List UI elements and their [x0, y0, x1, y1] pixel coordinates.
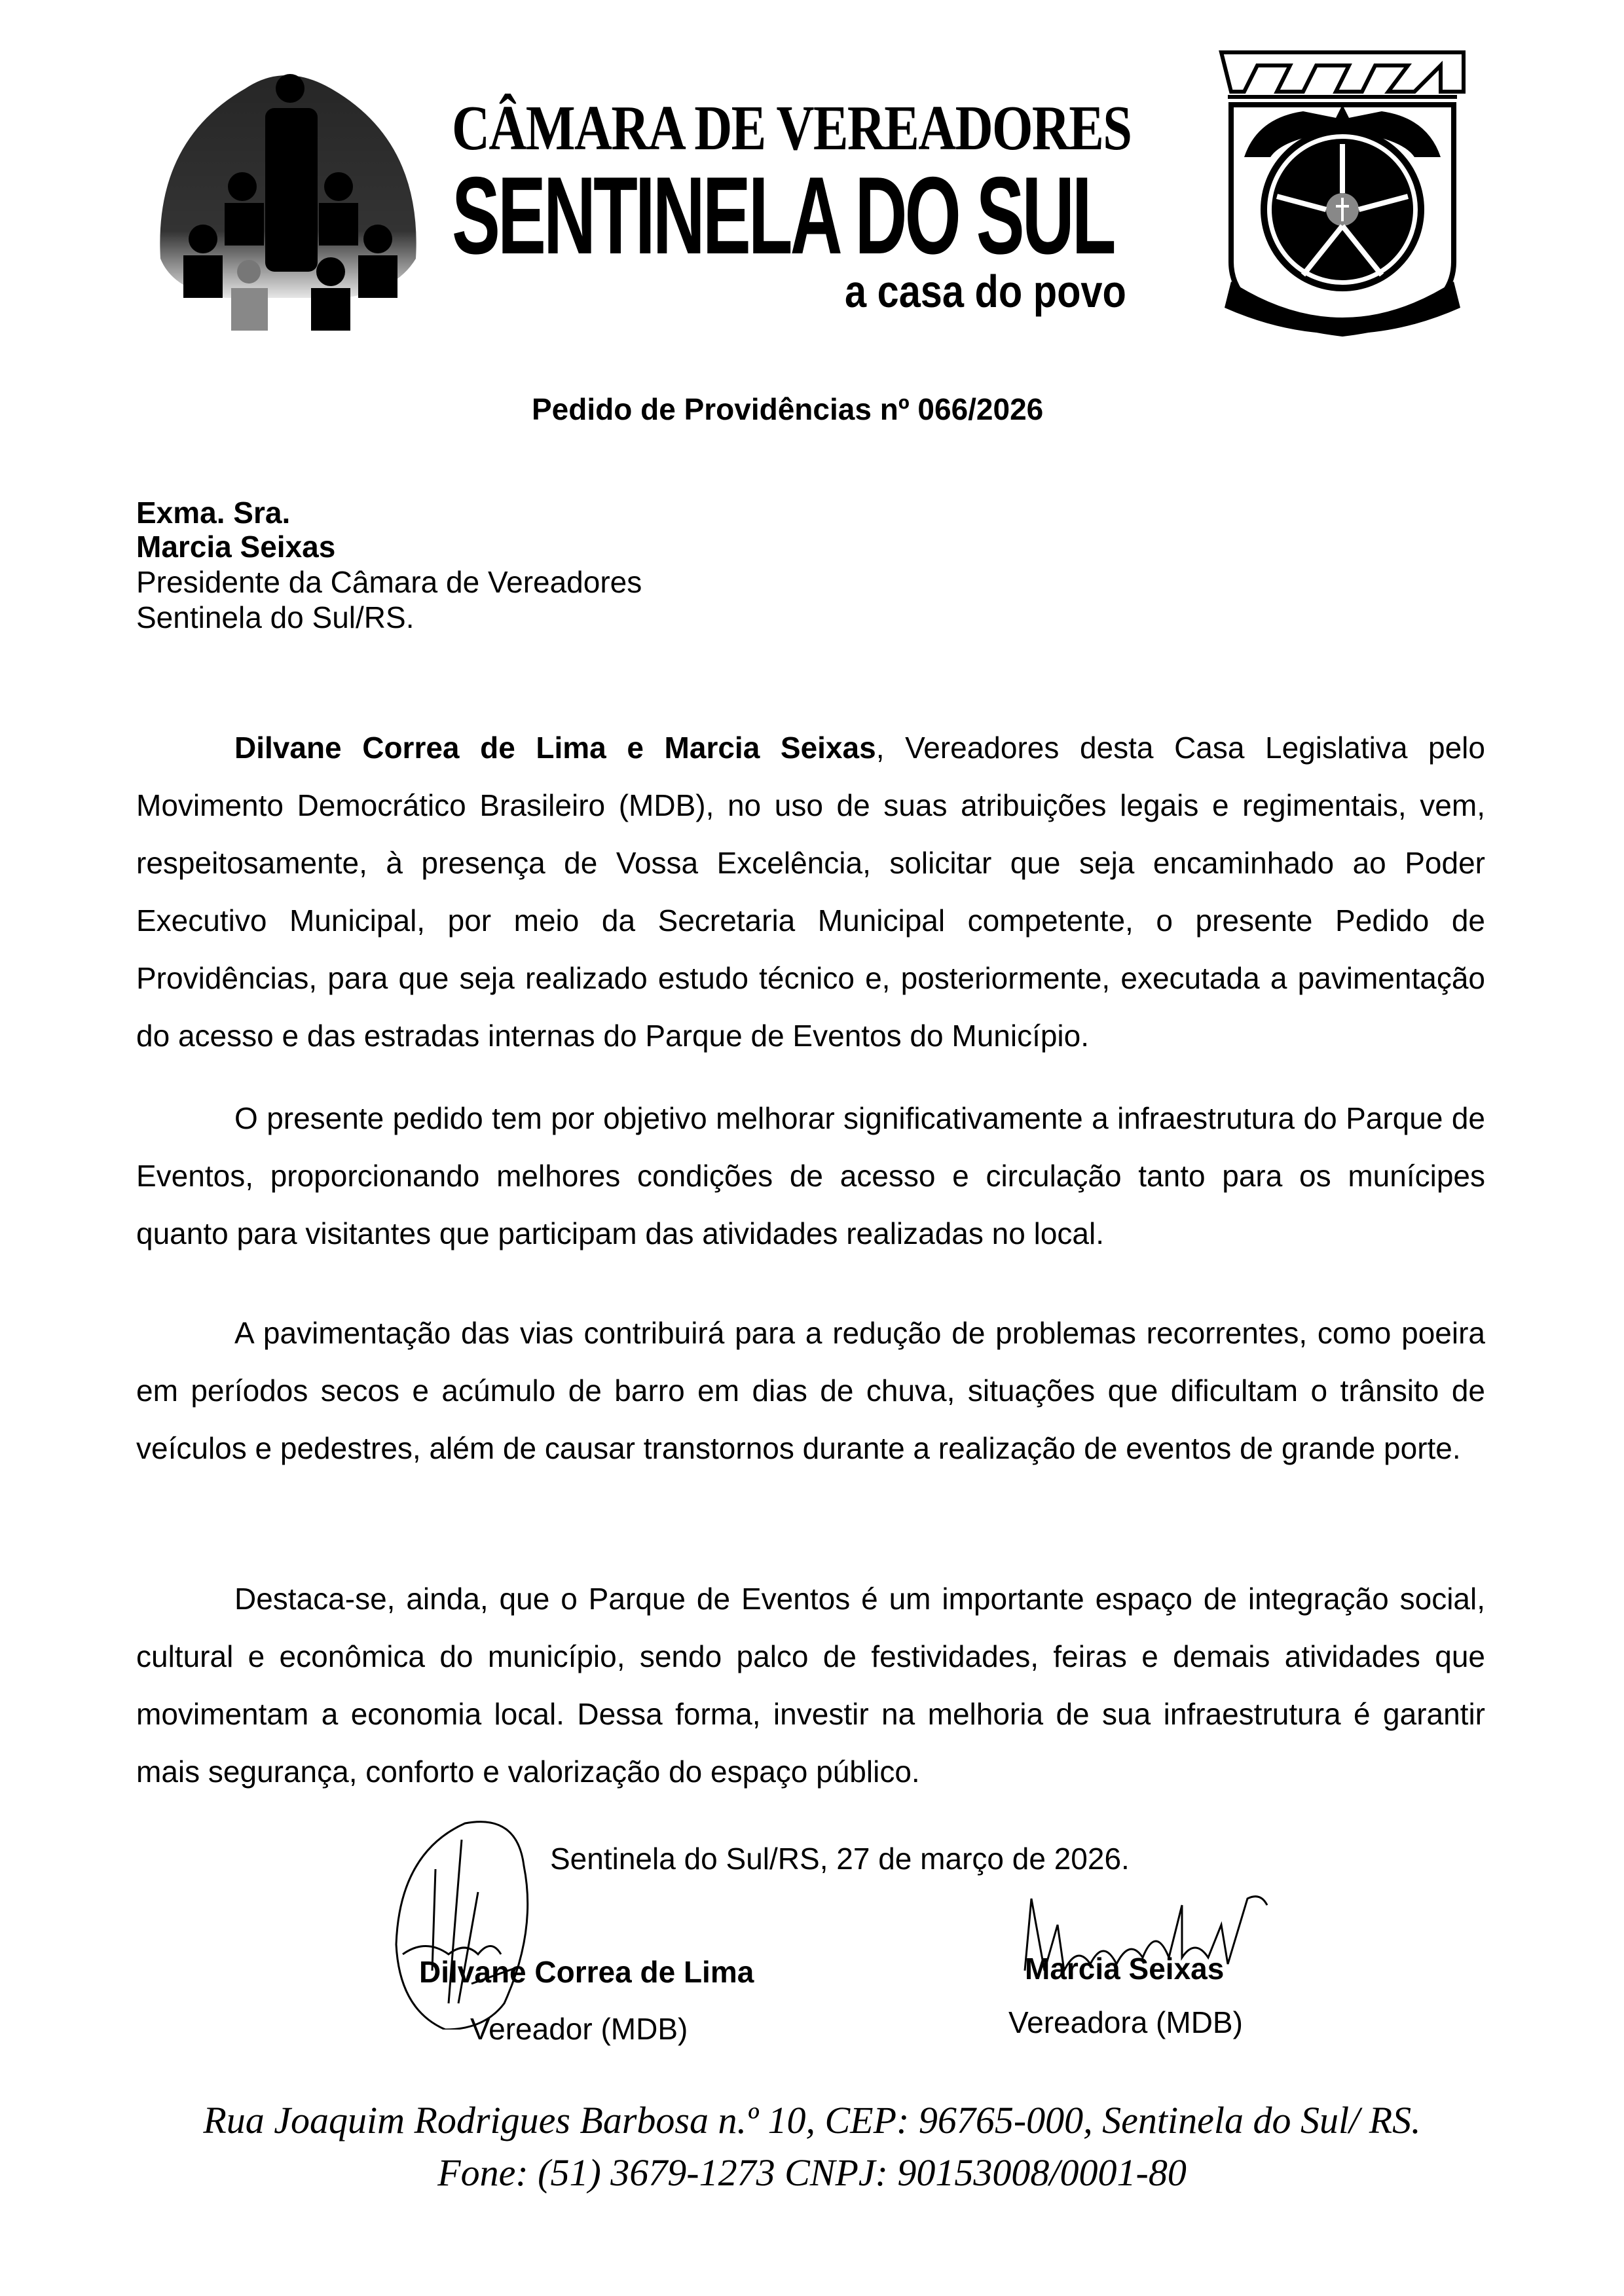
- footer-address: Rua Joaquim Rodrigues Barbosa n.º 10, CEP: 96765-000, Sentinela do Sul/ RS.: [203, 2099, 1421, 2141]
- addressee-place: Sentinela do Sul/RS.: [136, 600, 415, 634]
- paragraph-text: , Vereadores desta Casa Legislativa pelo Movimento Democrático Brasileiro (MDB), no uso de suas atribuições legais e regimentais, vem, respeitosamente, à presença de Vossa Excelência, solicitar que seja encaminhado ao Poder Executivo Municipal, por meio da Secretaria Municipal competente, o presente Pedido de Providências, para que seja realizado estudo técnico e, posteriormente, executada a pavimentação do acesso e das estradas internas do Parque de Eventos do Município.: [136, 731, 1485, 1053]
- body-paragraph-2: [136, 1089, 1485, 1262]
- footer-contact: Fone: (51) 3679-1273 CNPJ: 90153008/0001-80: [437, 2151, 1187, 2194]
- handwritten-signature-dilvane: [386, 1813, 609, 2030]
- paragraph-text: A pavimentação das vias contribuirá para a redução de problemas recorrentes, como poeira em períodos secos e acúmulo de barro em dias de chuva, situações que dificultam o trânsito de veículos e pedestres, além de causar transtornos durante a realização de eventos de grande porte.: [136, 1316, 1485, 1465]
- addressee-role: Presidente da Câmara de Vereadores: [136, 565, 642, 599]
- header-municipality-name: SENTINELA DO SUL: [452, 154, 1114, 277]
- signature-name-marcia: Marcia Seixas: [1025, 1952, 1225, 1986]
- body-paragraph-4: [136, 1570, 1485, 1800]
- addressee-name: Marcia Seixas: [136, 530, 336, 564]
- signature-role-dilvane: Vereador (MDB): [470, 2012, 688, 2046]
- people-assembly-logo: [147, 62, 422, 337]
- body-paragraph-3: [136, 1304, 1485, 1477]
- paragraph-text: Destaca-se, ainda, que o Parque de Eventos é um importante espaço de integração social, cultural e econômica do município, sendo palco de festividades, feiras e demais atividades que movimentam a economia local. Dessa forma, investir na melhoria de sua infraestrutura é garantir mais segurança, conforto e valorização do espaço público.: [136, 1582, 1485, 1789]
- header-chamber-title: CÂMARA DE VEREADORES: [452, 93, 1132, 164]
- signature-name-dilvane: Dilvane Correa de Lima: [419, 1955, 754, 1989]
- paragraph-text: O presente pedido tem por objetivo melhorar significativamente a infraestrutura do Parque de Eventos, proporcionando melhores condições de acesso e circulação tanto para os munícipes quanto para visitantes que participam das atividades realizadas no local.: [136, 1101, 1485, 1250]
- header-tagline: a casa do povo: [845, 266, 1126, 317]
- document-title: Pedido de Providências nº 066/2026: [532, 392, 1044, 426]
- date-place-line: Sentinela do Sul/RS, 27 de março de 2026.: [550, 1842, 1130, 1876]
- signature-role-marcia: Vereadora (MDB): [1008, 2005, 1243, 2039]
- addressee-salutation: Exma. Sra.: [136, 496, 291, 530]
- authors-names: Dilvane Correa de Lima e Marcia Seixas: [234, 731, 876, 765]
- body-paragraph-1: [136, 719, 1485, 1065]
- coat-of-arms-icon: [1218, 46, 1467, 340]
